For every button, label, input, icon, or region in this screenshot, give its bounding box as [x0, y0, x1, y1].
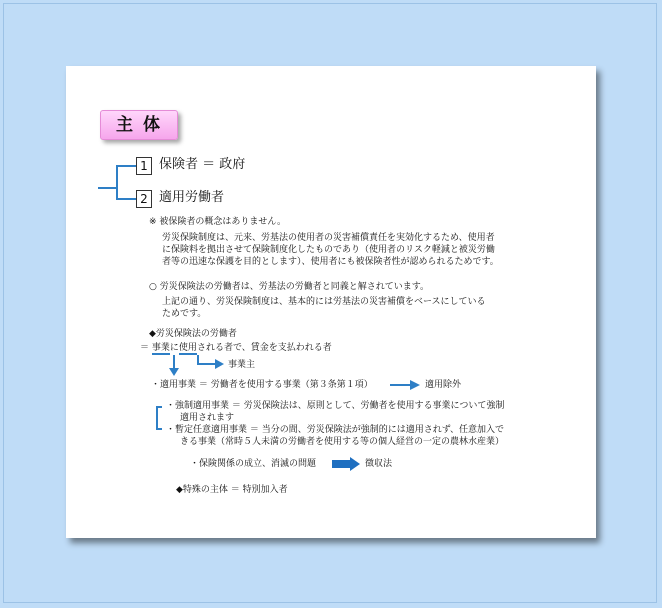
compulsory-line-2: 適用されます: [180, 413, 235, 423]
circle-line-1: 上記の通り、労災保険制度は、基本的には労基法の災害補償をベースにしている: [162, 297, 486, 307]
item-number-2: 2: [136, 190, 152, 208]
tree-branch-1: [116, 165, 136, 167]
diamond-heading-workers: ◆労災保険法の労働者: [149, 329, 237, 339]
tree-branch-2: [116, 198, 136, 200]
relation-text: ・保険関係の成立、消滅の問題: [190, 459, 317, 469]
sub-bracket-vertical: [156, 406, 158, 430]
sub-bracket-bottom: [156, 428, 162, 430]
note-line-1: 労災保険制度は、元来、労基法の使用者の災害補償責任を実効化するため、使用者: [162, 233, 495, 243]
circle-line-2: ためです。: [162, 309, 207, 319]
circle-heading: ○ 労災保険法の労働者は、労基法の労働者と同義と解されています。: [149, 282, 429, 292]
section-heading: 主 体: [100, 110, 178, 140]
applicable-result: 適用除外: [425, 380, 462, 390]
diamond-heading-special: ◆特殊の主体 ＝ 特別加入者: [176, 485, 288, 495]
item-text-2: 適用労働者: [159, 190, 225, 205]
keyword-use: 使用: [178, 343, 197, 353]
block-arrow-icon: [332, 457, 362, 471]
definition-particle: に: [169, 343, 179, 353]
note-line-3: 者等の迅速な保護を目的とします）、使用者にも被保険者性が認められるためです。: [162, 257, 499, 267]
sub-bracket-top: [156, 406, 162, 408]
compulsory-line-1: ・強制適用事業 ＝ 労災保険法は、原則として、労働者を使用する事業について強制: [166, 401, 505, 411]
down-arrow-icon: [168, 355, 180, 377]
keyword-business: 事業: [151, 343, 170, 353]
slide: [66, 66, 596, 538]
note-line-2: に保険料を拠出させて保険制度化したものであり（使用者のリスク軽減と被災労働: [162, 245, 495, 255]
definition-line: [140, 342, 332, 354]
note-heading: ※ 被保険者の概念はありません。: [149, 217, 286, 227]
right-arrow-icon: [390, 379, 422, 391]
provisional-line-1: ・暫定任意適用事業 ＝ 当分の間、労災保険法が強制的には適用されず、任意加入で: [166, 425, 505, 435]
employer-label: 事業主: [228, 360, 256, 370]
tree-vertical: [116, 165, 118, 200]
provisional-line-2: きる事業（常時５人未満の労働者を使用する等の個人経営の一定の農林水産業）: [180, 437, 505, 447]
relation-result: 徴収法: [365, 459, 393, 469]
item-number-1: 1: [136, 157, 152, 175]
definition-rest: される者で、賃金を支払われる者: [196, 343, 332, 353]
item-text-1: 保険者 ＝ 政府: [159, 157, 246, 172]
tree-stem: [98, 187, 116, 189]
definition-prefix: ＝: [140, 343, 150, 353]
applicable-business: ・適用事業 ＝ 労働者を使用する事業（第３条第１項）: [151, 380, 373, 390]
bent-arrow-icon: [192, 355, 226, 371]
